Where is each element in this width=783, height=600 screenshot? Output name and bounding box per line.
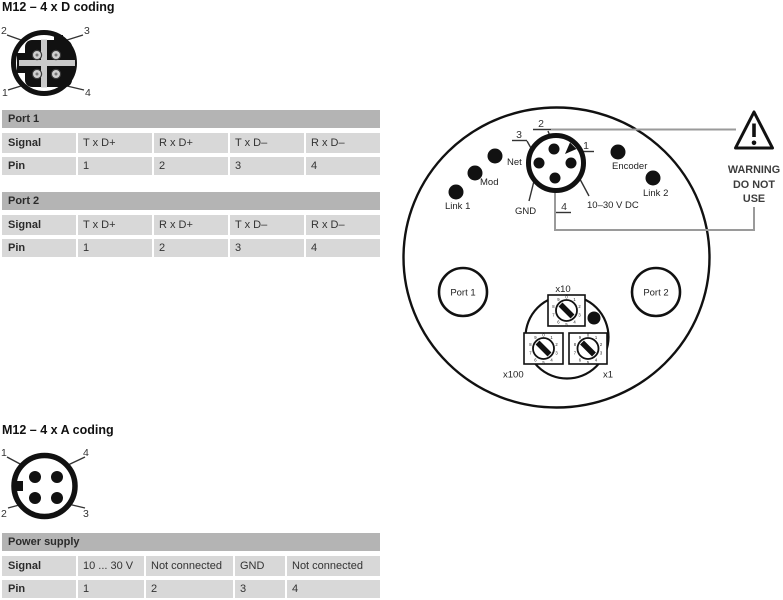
connector-pin <box>51 471 63 483</box>
pin-number-label: 1 <box>1 447 7 459</box>
a-coding-title: M12 – 4 x A coding <box>2 423 114 437</box>
row-label: Signal <box>2 556 76 576</box>
encoder-led-label: Encoder <box>612 161 648 172</box>
link1-led <box>449 185 464 200</box>
svg-text:3: 3 <box>555 350 558 356</box>
pin-3-dot <box>534 158 545 169</box>
svg-text:5: 5 <box>586 359 590 365</box>
row-label: Pin <box>2 157 76 175</box>
connector-pin <box>29 492 41 504</box>
svg-text:7: 7 <box>552 312 555 318</box>
table-title: Power supply <box>2 533 380 551</box>
row-label: Pin <box>2 580 76 598</box>
leader-line <box>67 86 84 90</box>
table-row <box>2 133 380 153</box>
port2-circle-label: Port 2 <box>643 287 669 299</box>
encoder-led <box>611 145 626 160</box>
table-cell: 4 <box>306 157 380 175</box>
svg-text:0: 0 <box>565 294 568 300</box>
power-supply-label: 10–30 V DC <box>587 200 639 211</box>
pin-number-label: 3 <box>84 25 90 37</box>
svg-text:5: 5 <box>565 321 568 327</box>
svg-text:2: 2 <box>555 341 558 347</box>
keying-notch <box>13 481 23 491</box>
table-cell: 3 <box>235 580 285 598</box>
pin-number-label: 3 <box>516 129 522 141</box>
table-cell: T x D– <box>230 133 304 153</box>
pin-number-label: 1 <box>583 140 589 152</box>
table-row <box>2 580 380 598</box>
svg-text:4: 4 <box>594 357 598 363</box>
table-cell: 2 <box>154 157 228 175</box>
m12-d-connector-figure <box>0 20 96 100</box>
svg-text:1: 1 <box>594 334 598 340</box>
pin-number-label: 2 <box>1 508 7 520</box>
pin-number-label: 4 <box>85 87 91 99</box>
table-cell: 4 <box>287 580 380 598</box>
svg-text:0: 0 <box>586 332 590 338</box>
svg-text:7: 7 <box>529 350 532 356</box>
svg-text:0: 0 <box>542 332 545 338</box>
x1-label: x1 <box>603 369 614 381</box>
pin-number-label: 4 <box>83 447 89 459</box>
table-cell: R x D– <box>306 215 380 235</box>
net-led <box>488 149 503 164</box>
row-label: Pin <box>2 239 76 257</box>
table-cell: R x D+ <box>154 133 228 153</box>
pin-1-dot <box>566 158 577 169</box>
pin-number-label: 2 <box>1 25 7 37</box>
table-cell: 2 <box>146 580 233 598</box>
table-cell: T x D+ <box>78 133 152 153</box>
connector-pin <box>51 492 63 504</box>
svg-text:5: 5 <box>542 359 545 365</box>
table-cell: R x D– <box>306 133 380 153</box>
warning-text-line3: USE <box>742 193 766 205</box>
d-coding-title: M12 – 4 x D coding <box>2 0 115 14</box>
cross-bar-vertical <box>41 40 47 88</box>
pin-number-label: 1 <box>2 87 8 99</box>
leader-line <box>7 35 21 40</box>
svg-text:8: 8 <box>552 303 555 309</box>
gnd-label: GND <box>515 206 537 217</box>
table-cell: Not connected <box>287 556 380 576</box>
svg-text:6: 6 <box>534 357 537 363</box>
pin-number-label: 4 <box>561 201 567 213</box>
svg-text:1: 1 <box>550 334 553 340</box>
table-cell: 1 <box>78 157 152 175</box>
svg-text:3: 3 <box>599 350 603 356</box>
table-cell: 10 ... 30 V <box>78 556 144 576</box>
svg-text:4: 4 <box>573 319 576 325</box>
svg-text:3: 3 <box>578 312 581 318</box>
m12-a-connector-figure <box>0 440 96 522</box>
connector-outer-ring <box>14 456 75 517</box>
pin-number-label: 3 <box>83 508 89 520</box>
table-cell: R x D+ <box>154 215 228 235</box>
table-row <box>2 157 380 175</box>
assembly-dot <box>588 312 601 325</box>
keying-bump <box>54 35 63 42</box>
link1-led-label: Link 1 <box>445 201 471 212</box>
svg-text:4: 4 <box>550 357 553 363</box>
svg-text:6: 6 <box>557 319 560 325</box>
warning-text-line2: DO NOT <box>733 179 775 191</box>
warning-text-line1: WARNING <box>727 164 781 176</box>
connector-pin <box>29 471 41 483</box>
svg-text:8: 8 <box>573 341 577 347</box>
warning-line-bottom <box>555 179 754 230</box>
warning-triangle-icon <box>736 112 773 148</box>
table-cell: T x D– <box>230 215 304 235</box>
table-cell: 3 <box>230 239 304 257</box>
leader-line <box>8 86 21 90</box>
svg-text:9: 9 <box>578 334 582 340</box>
pin-4-dot <box>550 173 561 184</box>
device-rear-diagram <box>400 95 783 415</box>
table-cell: 3 <box>230 157 304 175</box>
svg-text:6: 6 <box>578 357 582 363</box>
port1-circle-label: Port 1 <box>450 287 476 299</box>
link2-led <box>646 171 661 186</box>
leader-line <box>67 35 83 40</box>
table-row <box>2 239 380 257</box>
link2-led-label: Link 2 <box>643 188 669 199</box>
pin-2-dot <box>549 144 560 155</box>
net-led-label: Net <box>507 157 522 168</box>
port1-table <box>2 110 380 175</box>
svg-text:9: 9 <box>557 296 560 302</box>
svg-text:2: 2 <box>578 303 581 309</box>
port2-table <box>2 192 380 257</box>
table-cell: 1 <box>78 239 152 257</box>
x10-label: x10 <box>555 284 571 295</box>
row-label: Signal <box>2 133 76 153</box>
table-row <box>2 556 380 576</box>
table-cell: GND <box>235 556 285 576</box>
table-cell: T x D+ <box>78 215 152 235</box>
table-cell: 1 <box>78 580 144 598</box>
svg-text:1: 1 <box>573 296 576 302</box>
table-title: Port 1 <box>2 110 380 128</box>
svg-text:9: 9 <box>534 334 537 340</box>
table-title: Port 2 <box>2 192 380 210</box>
table-cell: 4 <box>306 239 380 257</box>
table-row <box>2 215 380 235</box>
svg-text:8: 8 <box>529 341 532 347</box>
x100-label: x100 <box>503 369 524 381</box>
row-label: Signal <box>2 215 76 235</box>
svg-text:7: 7 <box>573 350 577 356</box>
power-supply-table <box>2 533 380 598</box>
pin-number-label: 2 <box>538 118 544 130</box>
mod-led-label: Mod <box>480 177 499 188</box>
table-cell: Not connected <box>146 556 233 576</box>
table-cell: 2 <box>154 239 228 257</box>
svg-text:2: 2 <box>599 341 603 347</box>
